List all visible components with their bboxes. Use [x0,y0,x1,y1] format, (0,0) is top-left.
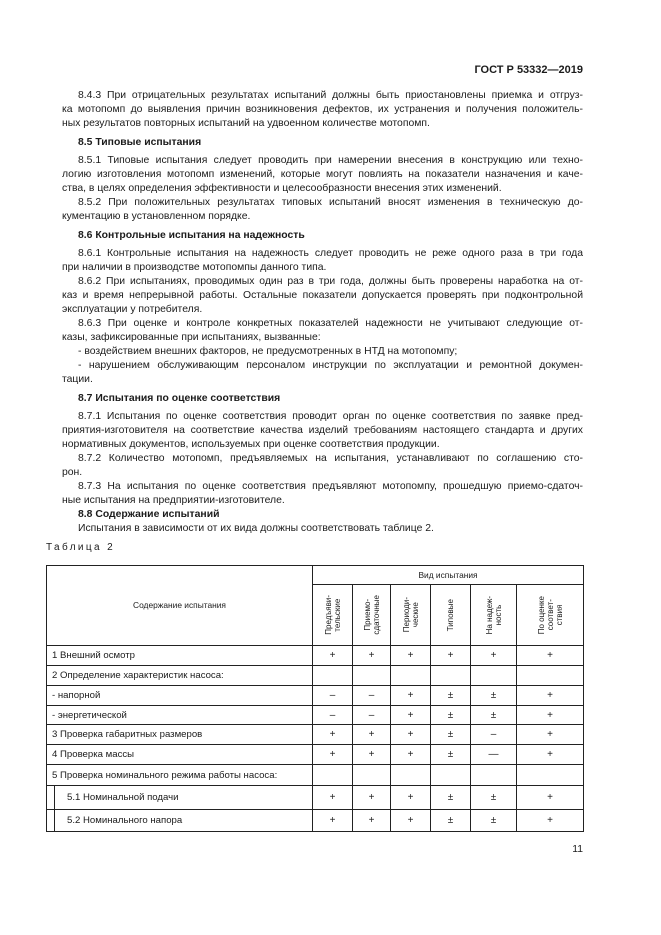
section-heading-8-6: 8.6 Контрольные испытания на надежность [78,230,305,241]
row-label: 2 Определение характеристик насоса: [47,666,313,686]
column-type-tests [431,585,471,646]
table-row-energy [47,706,584,725]
paragraph-line: 8.6.2 При испытаниях, проводимых один раз в три года, должны быть проверены наработка на от- [78,276,583,287]
mark-cell: + [313,725,353,745]
mark-cell [471,666,517,686]
column-label-line: По оценке [536,595,546,635]
mark-cell: ± [431,810,471,832]
mark-cell: ± [471,686,517,706]
paragraph-line: ных результатов повторных испытаний на удвоенном количестве мотопомп. [62,118,430,129]
column-acceptance-tests [353,585,391,646]
standard-code-header: ГОСТ Р 53332—2019 [474,64,583,76]
column-label-line: Периоди- [401,597,411,633]
table-caption: Таблица 2 [46,542,116,553]
column-conformity-tests [517,585,584,646]
paragraph-line: логию изготовления мотопомп изменений, которые могут повлиять на показатели назначения и каче- [62,169,583,180]
paragraph-line: 8.4.3 При отрицательных результатах испытаний должны быть приостановлены приемка и отгруз- [78,90,583,101]
column-label-line: ность [493,604,503,626]
paragraph-line: каз и время непрерывной работы. Остальные показатели допускается проверять при подконтрольной [62,290,583,301]
mark-cell [391,666,431,686]
column-reliability-tests [471,585,517,646]
mark-cell: ± [431,706,471,725]
mark-cell: + [517,786,584,810]
paragraph-8-6-3 [62,317,583,345]
paragraph-line: при наличии в производстве мотопомпы данного типа. [62,262,327,273]
mark-cell: — [471,745,517,765]
mark-cell [431,765,471,786]
mark-cell: + [391,686,431,706]
mark-cell: + [517,706,584,725]
paragraph-8-6-2 [62,275,583,317]
section-heading-8-8: 8.8 Содержание испытаний [78,509,220,520]
bullet-line: - нарушением обслуживающим персоналом инструкции по эксплуатации и ремонтной докумен- [78,360,583,371]
row-label: 3 Проверка габаритных размеров [47,725,313,745]
paragraph-line: приятия-изготовителя на соответствие качества изделий требованиям настоящего стандарта и других [62,425,583,436]
paragraph-line: ные испытания на предприятии-изготовителе. [62,495,285,506]
mark-cell [313,666,353,686]
section-heading-8-7: 8.7 Испытания по оценке соответствия [78,393,281,404]
mark-cell: + [391,810,431,832]
mark-cell: + [391,646,431,666]
paragraph-8-7-3 [62,480,583,508]
mark-cell: + [471,646,517,666]
mark-cell: + [391,706,431,725]
paragraph-8-8 [62,522,583,536]
paragraph-line: нормативных документов, используемых при оценке соответствия продукции. [62,439,440,450]
paragraph-line: кументацию в установленном порядке. [62,211,251,222]
mark-cell: + [391,745,431,765]
mark-cell: + [353,745,391,765]
mark-cell: ± [471,706,517,725]
mark-cell: + [313,745,353,765]
paragraph-line: 8.7.3 На испытания по оценке соответствия предъявляют мотопомпу, прошедшую приемо-сдаточ- [78,481,583,492]
bullet-item-personnel-violation [62,359,583,387]
table-row-nominal-flow [47,786,584,810]
mark-cell: ± [431,786,471,810]
mark-cell [517,765,584,786]
table-row-mass [47,745,584,765]
row-label: - напорной [47,686,313,706]
paragraph-line: 8.6.3 При оценке и контроле конкретных показателей надежности не учитывают следующие от- [78,318,583,329]
paragraph-8-5-2 [62,196,583,224]
paragraph-line: ства, в целях определения эффективности и целесообразности внесения этих изменений. [62,183,502,194]
paragraph-8-7-2 [62,452,583,480]
mark-cell: ± [431,745,471,765]
column-label-line: Приемо- [362,599,372,631]
paragraph-line: 8.5.2 При положительных результатах типовых испытаний вносят изменения в техническую до- [78,197,583,208]
mark-cell: + [313,786,353,810]
paragraph-line: рон. [62,467,83,478]
paragraph-line: 8.6.1 Контрольные испытания на надежность следует проводить не реже одного раза в три года [78,248,583,259]
subitem-indent-line [47,786,55,809]
table-row-nominal-head [47,810,584,832]
row-label: 5.2 Номинального напора [67,815,183,826]
test-content-table [46,565,584,832]
table-row-external-inspection [47,646,584,666]
table-header-row [47,566,584,585]
row-label: 5.1 Номинальной подачи [67,792,179,803]
mark-cell [431,666,471,686]
paragraph-line: казы, зафиксированные при испытаниях, вызванные: [62,332,321,343]
row-label-cell [47,786,313,810]
mark-cell: + [517,646,584,666]
header-test-types-label: Вид испытания [418,569,478,580]
column-presentation-tests [313,585,353,646]
mark-cell [353,765,391,786]
bullet-line: - воздействием внешних факторов, не предусмотренных в НТД на мотопомпу; [78,346,458,357]
mark-cell [353,666,391,686]
column-label-line: соответ- [545,599,555,631]
header-test-types [313,566,584,585]
paragraph-8-6-1 [62,247,583,275]
paragraph-line: 8.7.1 Испытания по оценке соответствия проводит орган по оценке соответствия по заявке пред- [78,411,583,422]
mark-cell: + [517,725,584,745]
column-label-line: Типовые [446,598,455,632]
body-text [62,89,583,536]
mark-cell: + [353,810,391,832]
row-label: - энергетической [47,706,313,725]
bullet-item-external-factors [62,345,583,359]
column-label-line: Предъяви- [323,595,333,635]
column-label-line: сдаточные [371,595,381,635]
table-row-overall-dimensions [47,725,584,745]
mark-cell: + [313,810,353,832]
paragraph-line: ка мотопомп до выявления причин возникновения дефектов, их устранения и получения положитель- [62,104,583,115]
subitem-indent-line [47,810,55,831]
mark-cell: – [353,706,391,725]
paragraph-8-7-1 [62,410,583,452]
mark-cell: + [517,745,584,765]
page-number: 11 [572,844,583,855]
column-label-line: ческие [410,602,420,628]
mark-cell: + [313,646,353,666]
table-row-nominal-mode [47,765,584,786]
paragraph-line: Испытания в зависимости от их вида должны соответствовать таблице 2. [78,523,434,534]
row-label: 4 Проверка массы [47,745,313,765]
paragraph-line: 8.7.2 Количество мотопомп, предъявляемых на испытания, устанавливают по соглашению сто- [78,453,583,464]
column-label-line: тельские [332,598,342,632]
mark-cell: + [517,686,584,706]
mark-cell: + [353,725,391,745]
mark-cell [391,765,431,786]
section-heading-8-5: 8.5 Типовые испытания [78,137,202,148]
mark-cell: + [391,786,431,810]
mark-cell [313,765,353,786]
row-label-cell [47,810,313,832]
table-row-pump-characteristics [47,666,584,686]
table-row-pressure [47,686,584,706]
row-label: 5 Проверка номинального режима работы насоса: [47,765,313,786]
mark-cell: + [517,810,584,832]
bullet-line: тации. [62,374,93,385]
mark-cell [471,765,517,786]
mark-cell: + [431,646,471,666]
mark-cell: + [353,786,391,810]
mark-cell: – [313,706,353,725]
paragraph-8-5-1 [62,154,583,196]
paragraph-line: эксплуатации у потребителя. [62,304,203,315]
column-label-line: На надеж- [484,595,494,635]
column-periodic-tests [391,585,431,646]
mark-cell: – [313,686,353,706]
paragraph-8-4-3 [62,89,583,131]
column-label-line: ствия [554,604,564,626]
row-label: 1 Внешний осмотр [47,646,313,666]
header-test-content [47,566,313,646]
paragraph-line: 8.5.1 Типовые испытания следует проводить при намерении внесения в конструкцию или техно- [78,155,583,166]
mark-cell: ± [431,686,471,706]
mark-cell: + [353,646,391,666]
mark-cell: + [391,725,431,745]
mark-cell: ± [471,786,517,810]
mark-cell: ± [431,725,471,745]
mark-cell: – [471,725,517,745]
mark-cell [517,666,584,686]
mark-cell: – [353,686,391,706]
header-test-content-label: Содержание испытания [133,600,226,610]
mark-cell: ± [471,810,517,832]
